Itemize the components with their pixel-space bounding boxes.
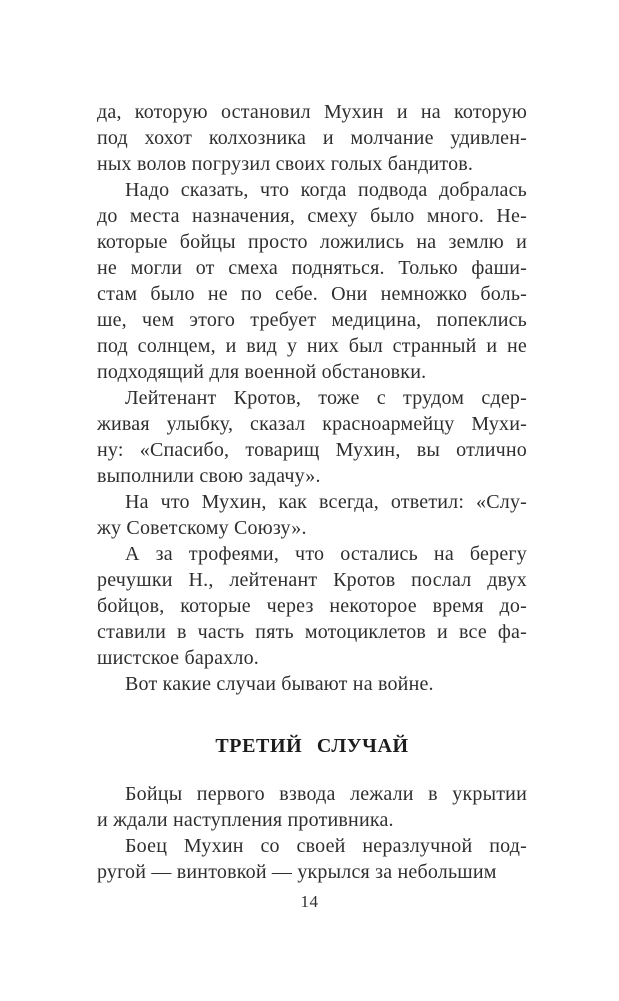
text-line: жу Советскому Союзу».	[97, 517, 307, 539]
paragraph-group-after-heading	[97, 781, 527, 885]
text-line: подходящий для военной обстановки.	[97, 361, 427, 383]
text-line: бойцов, которые через некоторое время до-	[97, 595, 527, 617]
text-line: Лейтенант Кротов, тоже с трудом сдер-	[125, 387, 527, 409]
paragraph	[97, 99, 527, 177]
paragraph	[97, 177, 527, 385]
chapter-heading: ТРЕТИЙ СЛУЧАЙ	[215, 735, 409, 757]
text-line: до места назначения, смеху было много. Не-	[97, 205, 527, 227]
text-line: живая улыбку, сказал красноармейцу Мухи-	[97, 413, 527, 435]
text-line: ругой — винтовкой — укрылся за небольшим	[97, 861, 497, 883]
text-line: под хохот колхозника и молчание удивлен-	[97, 127, 527, 149]
text-block	[97, 99, 527, 885]
text-line: ных волов погрузил своих голых бандитов.	[97, 153, 474, 175]
text-line: стам было не по себе. Они немножко боль-	[97, 283, 527, 305]
paragraph-group-before-heading	[97, 99, 527, 697]
text-line: речушки Н., лейтенант Кротов послал двух	[97, 569, 527, 591]
text-line: да, которую остановил Мухин и на которую	[97, 101, 527, 123]
text-line: шистское барахло.	[97, 647, 259, 669]
paragraph	[97, 833, 527, 885]
page-number: 14	[300, 892, 319, 911]
text-line: и ждали наступления противника.	[97, 809, 394, 831]
paragraph	[97, 781, 527, 833]
paragraph	[97, 385, 527, 489]
text-line: Надо сказать, что когда подвода добралась	[125, 179, 527, 201]
text-line: ше, чем этого требует медицина, попеклись	[97, 309, 527, 331]
text-line: которые бойцы просто ложились на землю и	[97, 231, 527, 253]
text-line: Боец Мухин со своей неразлучной под-	[125, 835, 527, 857]
text-line: Бойцы первого взвода лежали в укрытии	[125, 783, 527, 805]
paragraph	[97, 489, 527, 541]
text-line: На что Мухин, как всегда, ответил: «Слу-	[125, 491, 527, 513]
text-line: под солнцем, и вид у них был странный и не	[97, 335, 527, 357]
paragraph	[97, 541, 527, 671]
paragraph	[97, 671, 527, 697]
text-line: ну: «Спасибо, товарищ Мухин, вы отлично	[97, 439, 527, 461]
text-line: не могли от смеха подняться. Только фаши-	[97, 257, 527, 279]
text-line: Вот какие случаи бывают на войне.	[125, 673, 434, 695]
text-line: выполнили свою задачу».	[97, 465, 321, 487]
text-line: ставили в часть пять мотоциклетов и все фа-	[97, 621, 527, 643]
text-line: А за трофеями, что остались на берегу	[125, 543, 527, 565]
